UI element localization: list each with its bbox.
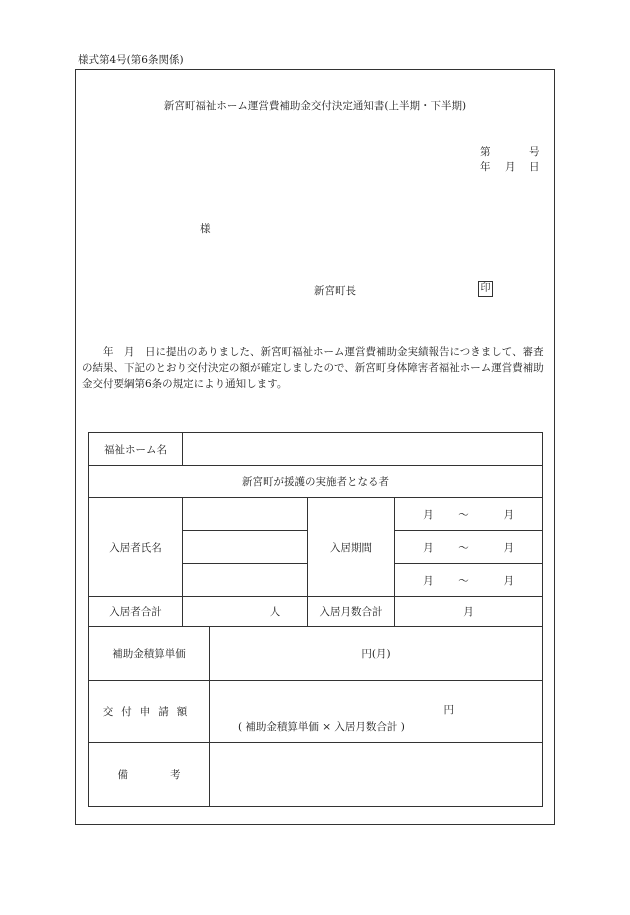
recipient-suffix: 様 bbox=[200, 223, 211, 235]
grant-amount-value bbox=[210, 681, 543, 743]
resident-name-label: 入居者氏名 bbox=[89, 498, 183, 597]
number-dai: 第 bbox=[480, 146, 491, 158]
remarks-value bbox=[210, 743, 543, 807]
total-months-value bbox=[395, 597, 543, 627]
number-gou: 号 bbox=[529, 146, 540, 158]
period-to: 月 bbox=[503, 574, 514, 587]
resident-name-cell bbox=[183, 498, 308, 531]
period-row bbox=[395, 498, 543, 531]
home-name-value bbox=[183, 433, 543, 466]
unit-price-label: 補助金積算単価 bbox=[89, 627, 210, 681]
resident-name-cell bbox=[183, 564, 308, 597]
period-sep: ～ bbox=[458, 508, 469, 521]
unit-price-value bbox=[210, 627, 543, 681]
date-month: 月 bbox=[505, 161, 516, 173]
period-from: 月 bbox=[423, 508, 434, 521]
resident-name-cell bbox=[183, 531, 308, 564]
yen-unit: 円 bbox=[443, 703, 454, 716]
period-row bbox=[395, 564, 543, 597]
period-from: 月 bbox=[423, 574, 434, 587]
total-months-label: 入居月数合計 bbox=[308, 597, 395, 627]
formula-note: ( 補助金積算単価 × 入居月数合計 ) bbox=[238, 720, 405, 733]
period-sep: ～ bbox=[458, 541, 469, 554]
issuer-name: 新宮町長 bbox=[314, 285, 356, 297]
period-from: 月 bbox=[423, 541, 434, 554]
unit-price-unit: 円(月) bbox=[361, 648, 391, 660]
period-row bbox=[395, 531, 543, 564]
form-number-label: 様式第4号(第6条関係) bbox=[78, 54, 184, 66]
grant-amount-label: 交付申請額 bbox=[89, 681, 210, 743]
home-name-label: 福祉ホーム名 bbox=[89, 433, 183, 466]
period-to: 月 bbox=[503, 541, 514, 554]
period-to: 月 bbox=[503, 508, 514, 521]
document-title: 新宮町福祉ホーム運営費補助金交付決定通知書(上半期・下半期) bbox=[163, 100, 467, 112]
date-year: 年 bbox=[480, 161, 491, 173]
total-residents-label: 入居者合計 bbox=[89, 597, 183, 627]
person-unit: 人 bbox=[269, 606, 281, 618]
notice-body: 年 月 日に提出のありました、新宮町福祉ホーム運営費補助金実績報告につきまして、審査の結果、下記のとおり交付決定の額が確定しましたので、新宮町身体障害者福祉ホーム運営費補助金交付要綱第6条の規定により通知します。 bbox=[82, 346, 544, 390]
total-residents-value bbox=[183, 597, 308, 627]
date-day: 日 bbox=[529, 161, 540, 173]
seal-stamp: 印 bbox=[478, 281, 493, 297]
section-header: 新宮町が援護の実施者となる者 bbox=[89, 466, 543, 498]
month-unit: 月 bbox=[463, 606, 474, 618]
period-label: 入居期間 bbox=[308, 498, 395, 597]
remarks-label: 備 考 bbox=[89, 743, 210, 807]
grant-table bbox=[88, 432, 543, 807]
period-sep: ～ bbox=[458, 574, 469, 587]
